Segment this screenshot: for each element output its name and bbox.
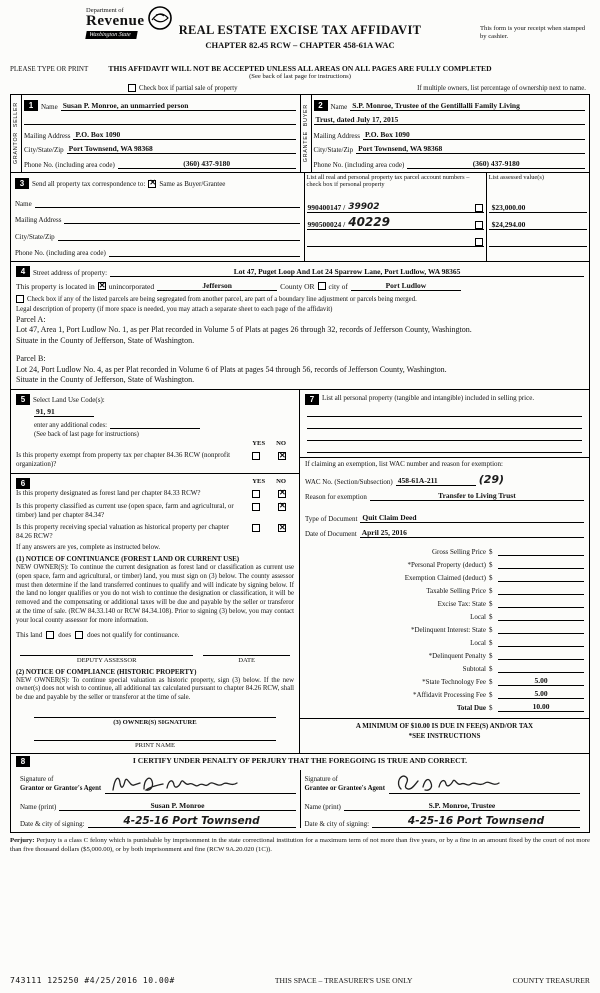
dollar-sign: $ (489, 639, 493, 648)
logo-dept-text: Department of (86, 7, 124, 14)
section-3-badge: 3 (15, 178, 29, 189)
perjury-statement (10, 836, 590, 854)
fee-label: Subtotal (462, 665, 486, 674)
perjury-lead: Perjury: (10, 837, 35, 845)
personal-property-line-1[interactable] (307, 405, 582, 417)
seller-name-field-2[interactable] (24, 115, 296, 125)
parcel-3-personal-property-checkbox[interactable] (475, 238, 483, 246)
wac-no-handwritten: (29) (478, 473, 505, 487)
perjury-text: Perjury is a class C felony which is punishable by imprisonment in the state correctional institution for a maximum term of not more than five years, or by a fine in an amount fixed by the court of not more than five thousand dollars ($5,000.00), or by both imprisonment and fine (RCW 9A.20.020 (1C)). (10, 837, 590, 854)
seller-citystatezip-field[interactable]: Port Townsend, WA 98368 (67, 144, 296, 154)
fee-label: *Affidavit Processing Fee (413, 691, 486, 700)
print-name-label: PRINT NAME (135, 742, 175, 750)
section-1-badge: 1 (24, 100, 38, 111)
parcel-1-number: 990400147 / (307, 202, 346, 212)
section-4 (10, 262, 590, 390)
buyer-mailing-label: Mailing Address (313, 131, 360, 140)
fee-value-field[interactable] (498, 624, 584, 634)
type-of-document-field[interactable]: Quit Claim Deed (360, 513, 584, 523)
deputy-date-label: DATE (238, 656, 256, 664)
section-8 (10, 754, 590, 833)
personal-property-line-4[interactable] (307, 441, 582, 453)
logo-state-text: Washington State (85, 31, 137, 39)
notice-compliance-title: (2) NOTICE OF COMPLIANCE (HISTORIC PROPERTY) (16, 667, 197, 676)
dollar-sign: $ (489, 678, 493, 687)
parcel-a-situate: Situate in the County of Jefferson, State of Washington. (16, 335, 195, 345)
no-header: NO (276, 477, 286, 485)
fee-label: *Personal Property (deduct) (407, 561, 486, 570)
assessed-value-2: $24,294.00 (489, 213, 587, 230)
seller-mailing-label: Mailing Address (24, 131, 71, 140)
fee-value-field[interactable] (498, 650, 584, 660)
fee-row-delinquent-interest-local (305, 634, 584, 647)
parcel-a-label: Parcel A: (16, 315, 46, 324)
street-address-field[interactable]: Lot 47, Puget Loop And Lot 24 Sparrow Lane, Port Ludlow, WA 98365 (110, 267, 584, 277)
fee-value-field[interactable] (498, 572, 584, 582)
see-instructions-text: *SEE INSTRUCTIONS (408, 731, 481, 740)
grantor-name-print-field[interactable]: Susan P. Monroe (59, 801, 295, 811)
correspondence-label: Send all property tax correspondence to: (32, 179, 146, 188)
unincorporated-checkbox[interactable] (98, 282, 106, 290)
fee-row-exemption-claimed (305, 569, 584, 582)
grantor-name-print-label: Name (print) (20, 803, 57, 812)
print-name-row (34, 740, 276, 749)
fee-row-taxable (305, 582, 584, 595)
correspondence-name-label: Name (15, 199, 32, 208)
fee-row-excise-local (305, 608, 584, 621)
dollar-sign: $ (489, 561, 493, 570)
grantor-signature-block (16, 770, 300, 828)
buyer-side-top: BUYER (302, 104, 309, 127)
grantee-signature-field[interactable] (389, 770, 580, 794)
segregated-label: Check box if any of the listed parcels are being segregated from another parcel, are part of a boundary line adjustment or parcels being merged. (27, 295, 417, 303)
exempt-question-row (16, 451, 294, 469)
minimum-due-text: A MINIMUM OF $10.00 IS DUE IN FEE(S) AND/OR TAX (355, 722, 534, 731)
owners-signature-row (34, 717, 276, 726)
buyer-citystatezip-field[interactable]: Port Townsend, WA 98368 (356, 144, 585, 154)
fee-value-field[interactable] (498, 559, 584, 569)
fee-row-technology-fee (305, 673, 584, 686)
fee-table (305, 543, 584, 712)
partial-sale-checkbox[interactable] (128, 84, 136, 92)
historic-question-row (16, 523, 294, 541)
multiple-owners-note: If multiple owners, list percentage of ownership next to name. (417, 85, 586, 92)
correspondence-mailing-label: Mailing Address (15, 216, 62, 224)
fee-value-field[interactable] (498, 637, 584, 647)
fee-value-field[interactable] (498, 585, 584, 595)
correspondence-mailing-field[interactable] (64, 214, 299, 224)
fee-label: Excise Tax: State (437, 600, 486, 609)
seller-phone-label: Phone No. (including area code) (24, 160, 115, 169)
county-treasurer-label: COUNTY TREASURER (512, 976, 590, 985)
fee-label: Gross Selling Price (431, 548, 486, 557)
land-use-code-field[interactable]: 91, 91 (34, 407, 94, 417)
section-5-badge: 5 (16, 394, 30, 405)
parcel-2-number: 990500024 / (307, 219, 346, 229)
fee-label: *State Technology Fee (422, 678, 486, 687)
treasurer-space-label: THIS SPACE – TREASURER'S USE ONLY (274, 976, 413, 985)
assessed-value-empty[interactable] (489, 230, 587, 247)
fee-label: *Delinquent Penalty (428, 652, 486, 661)
exempt-question-text: Is this property exempt from property tax per chapter 84.36 RCW (nonprofit organization)? (16, 451, 231, 469)
parcel-2-personal-property-checkbox[interactable] (475, 221, 483, 229)
correspondence-citystatezip-label: City/State/Zip (15, 232, 55, 241)
section6-yes-no-header (16, 477, 294, 488)
legal-description-label: Legal description of property (if more space is needed, you may attach a separate sheet to each page of the affidavit) (16, 306, 333, 313)
fee-label: Local (470, 639, 486, 648)
fee-row-total-due (305, 699, 584, 712)
footer (10, 976, 590, 985)
section-7 (300, 390, 589, 753)
grantee-signature-image (393, 771, 533, 795)
segregated-checkbox[interactable] (16, 295, 24, 303)
historic-no-checkbox[interactable] (278, 524, 286, 532)
forest-land-question-row (16, 489, 294, 498)
correspondence-name-field[interactable] (35, 198, 300, 208)
grantee-signature-block (300, 770, 585, 828)
current-use-question: Is this property classified as current use (open space, farm and agricultural, or timber) land per chapter 84.34? (16, 501, 234, 519)
dollar-sign: $ (489, 691, 493, 700)
seller-phone-field[interactable]: (360) 437-9180 (118, 159, 296, 169)
date-of-document-label: Date of Document (305, 530, 357, 539)
fee-value-field[interactable] (498, 663, 584, 673)
parcel-1-number-handwritten: 39902 (348, 201, 380, 212)
fee-value-field[interactable]: 5.00 (498, 676, 584, 686)
form-title: REAL ESTATE EXCISE TAX AFFIDAVIT (178, 23, 422, 37)
land-does-not-checkbox[interactable] (75, 631, 83, 639)
section5-see-back-note: (See back of last page for instructions) (34, 431, 139, 439)
see-back-note: (See back of last page for instructions) (249, 73, 351, 80)
reason-exemption-field[interactable]: Transfer to Living Trust (370, 491, 584, 501)
yes-header: YES (252, 440, 266, 448)
section-6 (11, 474, 299, 753)
buyer-mailing-field[interactable]: P.O. Box 1090 (363, 130, 585, 140)
logo-revenue-text: Revenue (86, 13, 145, 29)
historic-question: Is this property receiving special valuation as historical property per chapter 84.26 RCW? (16, 523, 230, 541)
this-land-label: This land (16, 630, 43, 639)
parties-box (10, 94, 590, 173)
parcel-row-empty[interactable] (307, 230, 484, 247)
form-subtitle: CHAPTER 82.45 RCW – CHAPTER 458-61A WAC (205, 40, 395, 50)
current-use-question-row (16, 502, 294, 520)
dollar-sign: $ (489, 652, 493, 661)
parcel-b-text: Lot 24, Port Ludlow No. 4, as per Plat recorded in Volume 6 of Plats at pages 54 through 56, records of Jefferson County, Washington. (16, 364, 447, 374)
correspondence-citystatezip-field[interactable] (58, 231, 300, 241)
notice-continuance-text: NEW OWNER(S): To continue the current designation as forest land or classification as current use (open space, farm and agricultural, or timber) land, you must sign on (3) below. The county assessor must then determine if the land transferred continues to qualify and will indicate by signing below. If the land no longer qualifies or you do not wish to continue the designation or classification, it will be removed and the compensating or additional taxes will be due and payable by the seller or transferor at the time of sale. (RCW 84.33.140 or RCW 84.34.108). Prior to signing (3) below, you may contact your local county assessor for more information. (16, 563, 294, 624)
additional-codes-field[interactable] (110, 419, 200, 429)
section7-divider (300, 457, 589, 458)
buyer-citystatezip-label: City/State/Zip (313, 146, 354, 154)
grantor-signature-of-label: Signature of (20, 776, 54, 784)
section5-yes-no-header (16, 440, 294, 447)
grantor-signature-field[interactable] (105, 770, 295, 794)
continuance-qualify-row (16, 631, 294, 639)
forest-land-yes-checkbox[interactable] (252, 490, 260, 498)
assessed-value-1: $23,000.00 (489, 196, 587, 213)
if-yes-note: If any answers are yes, complete as instructed below. (16, 543, 161, 551)
seller-side-strip (11, 95, 22, 172)
seller-name-label: Name (41, 102, 58, 111)
grantee-signature-of-label: Signature of (304, 776, 338, 784)
notice-compliance-text: NEW OWNER(S): To continue special valuation as historic property, sign (3) below. If the new owner(s) does not wish to continue, all additional tax calculated pursuant to chapter 84.26 RCW, shall be due and payable by the seller or transferor at the time of sale. (16, 676, 294, 702)
section-7-badge: 7 (305, 394, 319, 405)
dollar-sign: $ (489, 548, 493, 557)
notice-continuance-title: (1) NOTICE OF CONTINUANCE (FOREST LAND OR CURRENT USE) (16, 554, 240, 563)
county-or-label: County OR (280, 281, 315, 291)
dollar-sign: $ (489, 574, 493, 583)
grantee-date-city-label: Date & city of signing: (304, 820, 370, 829)
fee-row-gross (305, 543, 584, 556)
grantor-date-city-label: Date & city of signing: (20, 820, 85, 829)
receipt-note: This form is your receipt when stamped by cashier. (480, 25, 586, 41)
section-2-badge: 2 (314, 100, 328, 111)
fee-value-field[interactable] (498, 546, 584, 556)
personal-property-label: List all personal property (tangible and intangible) included in selling price. (322, 394, 535, 403)
correspondence-phone-label: Phone No. (including area code) (15, 249, 106, 257)
section-5 (11, 390, 299, 474)
deputy-assessor-label: DEPUTY ASSESSOR (76, 656, 137, 664)
parcel-a-text: Lot 47, Area 1, Port Ludlow No. 1, as per Plat recorded in Volume 5 of Plats at pages 26 through 32, records of Jefferson County, Washington. (16, 325, 472, 335)
deputy-assessor-row (16, 655, 294, 664)
dollar-sign: $ (489, 613, 493, 622)
seller-section (11, 95, 300, 172)
fee-label: Exemption Claimed (deduct) (404, 574, 486, 583)
city-field[interactable]: Port Ludlow (351, 281, 461, 291)
grantor-signature-image (109, 771, 259, 795)
fee-row-excise-state (305, 595, 584, 608)
additional-codes-label: enter any additional codes: (34, 422, 108, 430)
street-address-label: Street address of property: (33, 269, 108, 277)
exempt-yes-checkbox[interactable] (252, 452, 260, 460)
buyer-phone-field[interactable]: (360) 437-9180 (407, 159, 585, 169)
wac-no-label: WAC No. (Section/Subsection) (305, 478, 393, 487)
current-use-no-checkbox[interactable] (278, 503, 286, 511)
fee-value-field[interactable] (498, 611, 584, 621)
date-of-document-field[interactable]: April 25, 2016 (360, 528, 584, 538)
section-4-badge: 4 (16, 266, 30, 277)
header (10, 5, 590, 63)
minimum-due-note (300, 718, 589, 741)
parcel-1-personal-property-checkbox[interactable] (475, 204, 483, 212)
cashier-stamp: 743111 125250 #4/25/2016 10.00# (10, 976, 175, 985)
fee-value-field[interactable]: 10.00 (498, 702, 584, 712)
city-of-label: city of (328, 281, 348, 291)
grantee-agent-label: Grantee or Grantee's Agent (304, 785, 385, 793)
dollar-sign: $ (489, 665, 493, 674)
does-not-label: does not qualify for continuance. (87, 630, 180, 639)
same-as-buyer-checkbox[interactable] (148, 180, 156, 188)
parcel-numbers-header: List all real and personal property tax parcel account numbers – check box if personal property (306, 173, 470, 189)
fee-value-field[interactable] (498, 598, 584, 608)
partial-sale-label: Check box if partial sale of property (139, 84, 238, 92)
fee-row-subtotal (305, 660, 584, 673)
land-use-label: Select Land Use Code(s): (33, 395, 105, 404)
section-8-badge: 8 (16, 756, 30, 767)
no-header: NO (276, 440, 286, 448)
located-in-label: This property is located in (16, 281, 95, 291)
section-3 (10, 173, 590, 263)
fee-row-personal-property (305, 556, 584, 569)
seller-citystatezip-label: City/State/Zip (24, 146, 64, 154)
yes-header: YES (252, 477, 266, 485)
dollar-sign: $ (489, 587, 493, 596)
partial-sale-row (10, 84, 590, 92)
acceptance-warning: THIS AFFIDAVIT WILL NOT BE ACCEPTED UNLESS ALL AREAS ON ALL PAGES ARE FULLY COMPLETED (108, 64, 492, 73)
buyer-name-field-2[interactable]: Trust, dated July 17, 2015 (314, 115, 586, 125)
personal-property-line-3[interactable] (307, 429, 582, 441)
grantor-date-city-field[interactable]: 4-25-16 Port Townsend (88, 815, 296, 828)
land-does-checkbox[interactable] (46, 631, 54, 639)
correspondence-phone-field[interactable] (109, 247, 300, 257)
grantee-date-city-field[interactable]: 4-25-16 Port Townsend (372, 815, 580, 828)
buyer-name-field[interactable]: S.P. Monroe, Trustee of the Gentillalli Family Living (350, 101, 585, 111)
fee-label: Taxable Selling Price (426, 587, 486, 596)
parcel-row-2 (307, 213, 484, 230)
assessed-values-header: List assessed value(s) (488, 173, 544, 181)
middle-columns (10, 390, 590, 754)
grantor-agent-label: Grantor or Grantor's Agent (20, 785, 102, 793)
seller-name-field[interactable]: Susan P. Monroe, an unmarried person (61, 101, 296, 111)
forest-land-question: Is this property designated as forest land per chapter 84.33 RCW? (16, 488, 201, 497)
current-use-yes-checkbox[interactable] (252, 503, 260, 511)
grantee-name-print-field[interactable]: S.P. Monroe, Trustee (344, 801, 580, 811)
type-or-print-label: PLEASE TYPE OR PRINT (10, 65, 89, 73)
fee-row-delinquent-interest-state (305, 621, 584, 634)
seller-mailing-field[interactable]: P.O. Box 1090 (73, 130, 295, 140)
does-label: does (58, 630, 72, 639)
unincorporated-label: unincorporated (108, 281, 155, 291)
grantee-name-print-label: Name (print) (304, 803, 341, 812)
fee-label: Local (470, 613, 486, 622)
buyer-section (300, 95, 590, 172)
type-of-document-label: Type of Document (305, 515, 358, 524)
county-field[interactable]: Jefferson (157, 281, 277, 291)
seller-side-bottom: GRANTOR (13, 132, 19, 165)
fee-label: *Delinquent Interest: State (410, 626, 486, 635)
city-of-checkbox[interactable] (318, 282, 326, 290)
instruction-row (10, 64, 590, 80)
buyer-phone-label: Phone No. (including area code) (313, 160, 405, 169)
historic-yes-checkbox[interactable] (252, 524, 260, 532)
buyer-side-bottom: GRANTEE (302, 131, 309, 163)
fee-value-field[interactable]: 5.00 (498, 689, 584, 699)
reason-exemption-label: Reason for exemption (305, 493, 367, 502)
legal-description (16, 315, 584, 385)
wac-no-field[interactable]: 458-61A-211 (396, 476, 476, 486)
certify-statement: I CERTIFY UNDER PENALTY OF PERJURY THAT THE FOREGOING IS TRUE AND CORRECT. (132, 756, 468, 766)
seller-side-top: SELLER (13, 102, 19, 128)
owners-signature-label: (3) OWNER(S) SIGNATURE (113, 719, 197, 727)
fee-label: Total Due (456, 704, 486, 713)
parcel-b-situate: Situate in the County of Jefferson, State of Washington. (16, 374, 195, 384)
fee-row-processing-fee (305, 686, 584, 699)
exempt-no-checkbox[interactable] (278, 452, 286, 460)
buyer-side-strip (301, 95, 312, 172)
parcel-2-number-handwritten: 40229 (348, 214, 390, 229)
exemption-claim-label: If claiming an exemption, list WAC number and reason for exemption: (305, 460, 503, 469)
parcel-row-1 (307, 196, 484, 213)
parcel-b-label: Parcel B: (16, 354, 46, 364)
same-as-buyer-label: Same as Buyer/Grantee (159, 179, 226, 188)
dollar-sign: $ (489, 704, 493, 713)
section-6-badge: 6 (16, 478, 30, 489)
buyer-name-label: Name (330, 102, 348, 111)
personal-property-line-2[interactable] (307, 417, 582, 429)
forest-land-no-checkbox[interactable] (278, 490, 286, 498)
fee-row-delinquent-penalty (305, 647, 584, 660)
dollar-sign: $ (489, 600, 493, 609)
dollar-sign: $ (489, 626, 493, 635)
